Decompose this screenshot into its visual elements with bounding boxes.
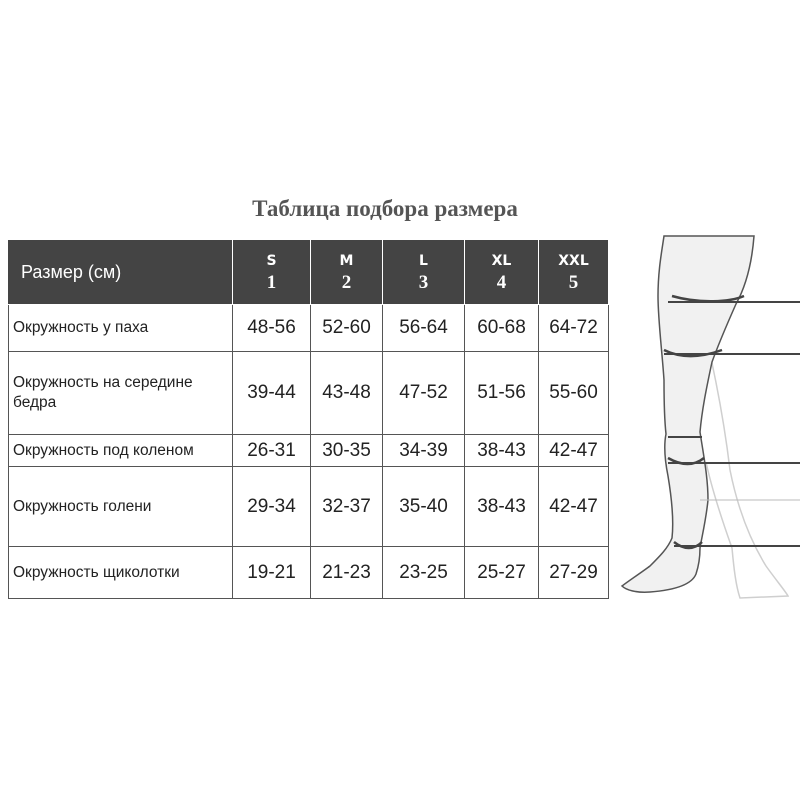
size-header-xl <box>465 240 539 305</box>
size-header-m <box>311 240 383 305</box>
table-cell: 26-31 <box>233 435 311 467</box>
table-cell: 32-37 <box>311 467 383 547</box>
table-cell: 42-47 <box>539 467 609 547</box>
size-chart-table <box>8 239 609 599</box>
size-number: 4 <box>496 272 507 293</box>
table-cell: 48-56 <box>233 305 311 352</box>
header-row <box>9 240 609 305</box>
table-cell: 43-48 <box>311 352 383 435</box>
table-cell: 42-47 <box>539 435 609 467</box>
size-letter: XXL <box>558 253 589 269</box>
table-cell: 34-39 <box>383 435 465 467</box>
row-label: Окружность у паха <box>9 305 233 352</box>
table-cell: 27-29 <box>539 547 609 599</box>
table-cell: 39-44 <box>233 352 311 435</box>
table-cell: 35-40 <box>383 467 465 547</box>
leg-measurement-icon <box>608 232 800 600</box>
table-cell: 64-72 <box>539 305 609 352</box>
row-label: Окружность на середине бедра <box>9 352 233 435</box>
table-row <box>9 467 609 547</box>
table-cell: 23-25 <box>383 547 465 599</box>
row-label: Окружность голени <box>9 467 233 547</box>
size-number: 3 <box>418 272 429 293</box>
size-header-label: Размер (см) <box>9 240 233 305</box>
page-title: Таблица подбора размера <box>252 196 518 221</box>
size-number: 2 <box>341 272 352 293</box>
table-cell: 30-35 <box>311 435 383 467</box>
table-cell: 52-60 <box>311 305 383 352</box>
size-letter: L <box>419 253 428 269</box>
table-cell: 51-56 <box>465 352 539 435</box>
size-letter: S <box>266 253 277 269</box>
table-cell: 60-68 <box>465 305 539 352</box>
row-label: Окружность щиколотки <box>9 547 233 599</box>
table-row <box>9 305 609 352</box>
size-letter: XL <box>491 253 512 269</box>
back-leg-outline <box>706 345 788 598</box>
size-header-xxl <box>539 240 609 305</box>
table-cell: 47-52 <box>383 352 465 435</box>
front-leg-shape <box>622 236 754 592</box>
size-number: 5 <box>568 272 579 293</box>
size-number: 1 <box>266 272 277 293</box>
table-cell: 19-21 <box>233 547 311 599</box>
size-header-s <box>233 240 311 305</box>
size-header-l <box>383 240 465 305</box>
table-cell: 56-64 <box>383 305 465 352</box>
table-cell: 38-43 <box>465 467 539 547</box>
table-row <box>9 435 609 467</box>
table-cell: 55-60 <box>539 352 609 435</box>
table-row <box>9 547 609 599</box>
size-letter: M <box>339 253 354 269</box>
table-cell: 25-27 <box>465 547 539 599</box>
table-row <box>9 352 609 435</box>
row-label: Окружность под коленом <box>9 435 233 467</box>
table-cell: 29-34 <box>233 467 311 547</box>
table-cell: 38-43 <box>465 435 539 467</box>
table-cell: 21-23 <box>311 547 383 599</box>
